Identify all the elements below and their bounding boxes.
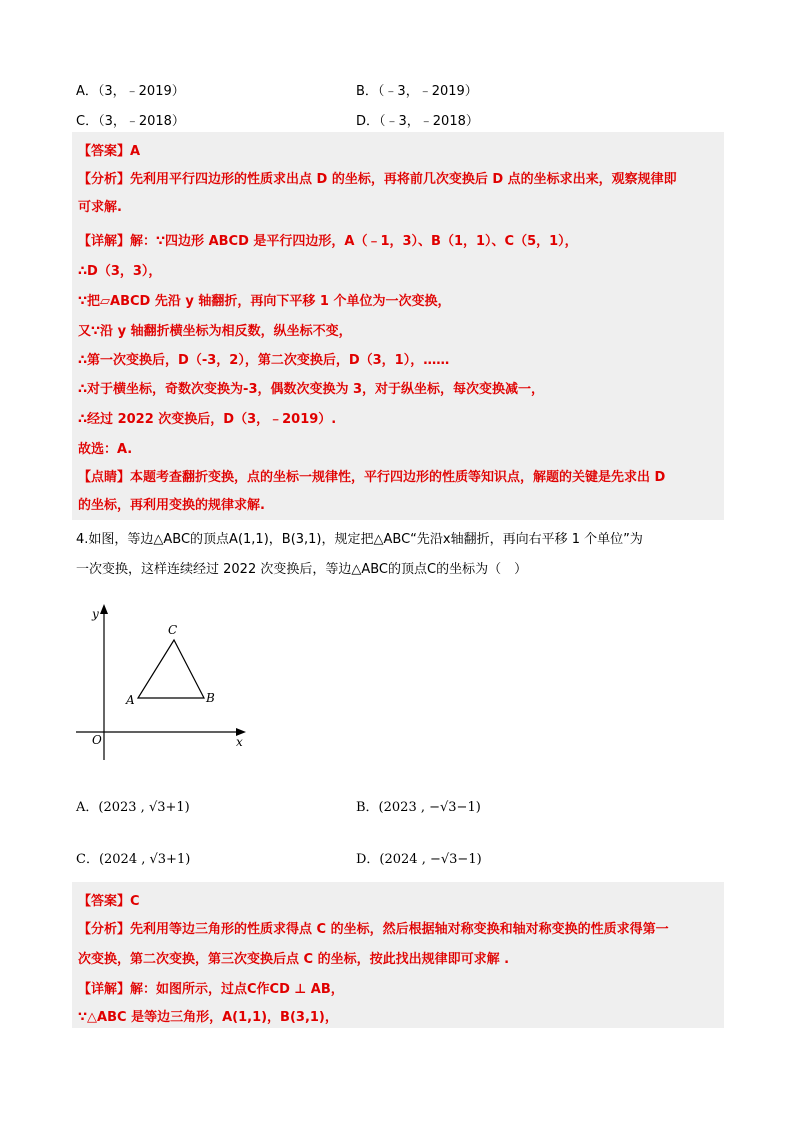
q4-stem-line-1: 4.如图，等边△ABC的顶点A(1,1)，B(3,1)，规定把△ABC“先沿x轴翻折，再向右平移 1 个单位”为 [76, 532, 643, 547]
q4-analysis-line-1: 【分析】先利用等边三角形的性质求得点 C 的坐标，然后根据轴对称变换和轴对称变换的性质求得第一 [78, 922, 669, 937]
q4-detail-line-2: ∵△ABC 是等边三角形，A(1,1)，B(3,1)， [78, 1010, 338, 1025]
q3-option-d: D．（﹣3，﹣2018） [356, 114, 479, 129]
q4-option-d: D．(2024 , −√3−1) [356, 852, 482, 867]
origin-label: O [92, 733, 102, 747]
q4-triangle-figure [70, 600, 260, 775]
q4-answer: 【答案】C [78, 894, 140, 909]
q3-option-c: C．（3，﹣2018） [76, 114, 185, 129]
q3-comment-line-1: 【点睛】本题考查翻折变换，点的坐标一规律性，平行四边形的性质等知识点，解题的关键是先求出 D [78, 470, 666, 485]
q3-comment-line-2: 的坐标，再利用变换的规律求解. [78, 498, 265, 513]
q3-detail-line-5: ∴第一次变换后，D（-3，2），第二次变换后，D（3，1），…… [78, 353, 450, 368]
q3-detail-line-2: ∴D（3，3）， [78, 264, 162, 279]
q3-detail-line-4: 又∵沿 y 轴翻折横坐标为相反数，纵坐标不变， [78, 324, 352, 339]
vertex-c-label: C [168, 623, 178, 637]
q4-solution-block [72, 882, 724, 1028]
q3-answer: 【答案】A [78, 144, 141, 159]
q3-solution-block [72, 132, 724, 520]
q3-detail-line-6: ∴对于横坐标，奇数次变换为-3，偶数次变换为 3，对于纵坐标，每次变换减一， [78, 382, 545, 397]
q4-option-b: B．(2023 , −√3−1) [356, 800, 481, 815]
q4-option-a: A．(2023 , √3+1) [76, 800, 190, 815]
q3-analysis-line-2: 可求解. [78, 200, 122, 215]
vertex-b-label: B [206, 691, 215, 705]
q4-analysis-line-2: 次变换，第二次变换，第三次变换后点 C 的坐标，按此找出规律即可求解 . [78, 952, 510, 967]
q3-detail-line-7: ∴经过 2022 次变换后，D（3，﹣2019）. [78, 412, 337, 427]
y-axis-arrow-icon [100, 604, 108, 614]
y-axis-label: y [92, 607, 99, 621]
q3-analysis-line-1: 【分析】先利用平行四边形的性质求出点 D 的坐标，再将前几次变换后 D 点的坐标求出来，观察规律即 [78, 172, 677, 187]
q3-detail-line-1: 【详解】解：∵四边形 ABCD 是平行四边形，A（﹣1，3）、B（1，1）、C（5，1）， [78, 234, 578, 249]
vertex-a-label: A [126, 693, 135, 707]
q4-stem-line-2: 一次变换，这样连续经过 2022 次变换后，等边△ABC的顶点C的坐标为（ ） [76, 562, 528, 577]
q3-detail-line-3: ∵把▱ABCD 先沿 y 轴翻折，再向下平移 1 个单位为一次变换， [78, 294, 451, 309]
q4-option-c: C．(2024 , √3+1) [76, 852, 191, 867]
q3-detail-line-8: 故选：A. [78, 442, 133, 457]
q4-detail-line-1: 【详解】解：如图所示，过点C作CD ⊥ AB， [78, 982, 344, 997]
triangle-abc [138, 640, 204, 698]
x-axis-label: x [236, 735, 243, 749]
q3-option-a: A．（3，﹣2019） [76, 84, 185, 99]
q3-option-b: B．（﹣3，﹣2019） [356, 84, 478, 99]
